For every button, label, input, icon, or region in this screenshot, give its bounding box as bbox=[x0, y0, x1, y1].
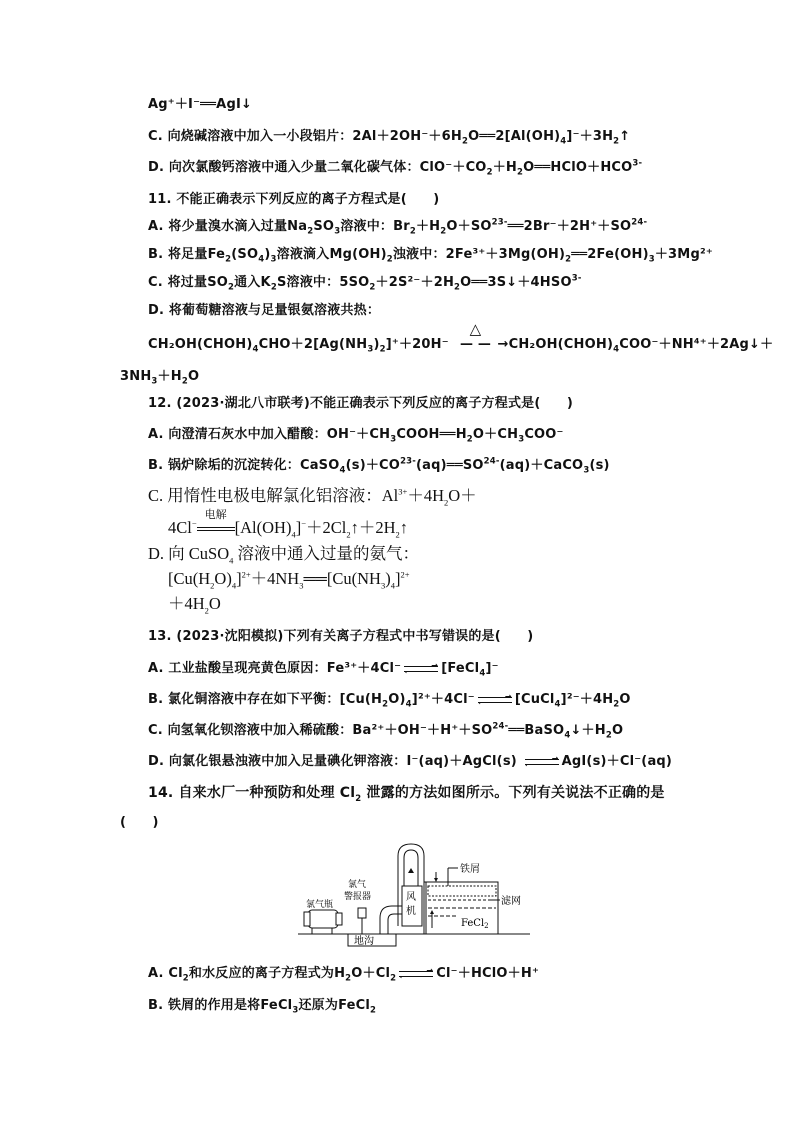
question-11-option-d-equation: $CH_2OH(CHOH)_4CHO+2[Ag(NH_3)_2]^++20H^-$ △ — — $\to CH_2OH(CHOH)_4COO^-+NH^{4+}+2Ag↓+$ bbox=[148, 320, 774, 355]
chlorine-leak-apparatus-diagram bbox=[298, 838, 530, 954]
reversible-arrow-icon: ⇀ ↽ bbox=[477, 691, 512, 707]
question-14-stem-cont: ( ) bbox=[120, 815, 159, 830]
label-trench: 地沟 bbox=[354, 936, 374, 947]
reversible-arrow-icon: ⇀ ↽ bbox=[524, 753, 559, 769]
question-12-option-b: B. 锅炉除垢的沉淀转化：$CaSO_4(s)+CO^{23-}(aq)══SO^{24-}(aq)+CaCO_3(s)$ bbox=[148, 456, 610, 476]
question-11-option-c: C. 将过量$SO_2$通入$K_2S$溶液中：$5SO_2+2S^{2-}+2H_2O══3S↓+4HSO^{3-}$ bbox=[148, 273, 582, 293]
option-c: C. 向烧碱溶液中加入一小段铝片：$2Al+2OH^-+6H_2O══2[Al(OH)_4]^-+3H_2↑$ bbox=[148, 129, 631, 147]
question-11-option-b: B. 将足量$Fe_2(SO_4)_3$溶液滴入$Mg(OH)_2$浊液中：$2Fe^{3+}+3Mg(OH)_2══2Fe(OH)_3+3Mg^{2+}$ bbox=[148, 247, 713, 265]
question-12-option-c-line1: C. 用惰性电极电解氯化铝溶液：$Al^{3+}+4H_2O+$ bbox=[148, 486, 477, 508]
chlorine-cylinder-icon bbox=[304, 910, 342, 934]
question-11-option-a: A. 将少量溴水滴入过量$Na_2SO_3$溶液中：$Br_2+H_2O+SO^{23-}══2Br^-+2H^++SO^{24-}$ bbox=[148, 217, 648, 237]
reversible-arrow-icon: ⇀ ↽ bbox=[404, 660, 439, 676]
question-13-option-a: A. 工业盐酸呈现亮黄色原因：Fe³⁺＋4Cl⁻ ⇀ ↽ [FeCl$_4$]⁻ bbox=[148, 660, 499, 679]
question-13-stem: 13. (2023·沈阳模拟)下列有关离子方程式中书写错误的是( ) bbox=[148, 629, 534, 644]
question-12-option-d-line2: $[Cu(H_2O)_4]^{2+}+4NH_3══[Cu(NH_3)_4]^{2+}$ bbox=[168, 569, 410, 591]
electrolysis-condition: 电解 bbox=[197, 518, 235, 538]
question-13-option-d: D. 向氯化银悬浊液中加入足量碘化钾溶液：I⁻(aq)＋AgCl(s) ⇀ ↽ AgI(s)＋Cl⁻(aq) bbox=[148, 753, 673, 769]
question-14-option-b: B. 铁屑的作用是将FeCl$_3$还原为FeCl$_2$ bbox=[148, 998, 377, 1016]
label-fecl2: FeCl$_2$ bbox=[461, 918, 489, 930]
chlorine-alarm-icon bbox=[358, 908, 366, 934]
question-13-option-b: B. 氯化铜溶液中存在如下平衡：$[Cu(H_2O)_4]^{2+}+4Cl^-$ ⇀ ↽ $[CuCl_4]^{2-}+4H_2O$ bbox=[148, 691, 631, 710]
question-14-option-a: A. $Cl_2$和水反应的离子方程式为$H_2O+Cl_2$ ⇀ ↽ Cl⁻＋HClO＋H⁺ bbox=[148, 965, 540, 984]
label-chlorine-cylinder: 氯气瓶 bbox=[306, 900, 334, 910]
question-11-option-d: D. 将葡萄糖溶液与足量银氨溶液共热： bbox=[148, 303, 381, 318]
label-alarm-1: 氯气 bbox=[348, 880, 367, 890]
equation-line: Ag⁺＋I⁻══AgI↓ bbox=[148, 97, 253, 112]
label-fan-1: 风 bbox=[406, 892, 416, 903]
label-filter-net: 滤网 bbox=[501, 896, 521, 907]
label-iron-filings: 铁屑 bbox=[460, 864, 480, 875]
question-12-option-d-line3: $+4H_2O$ bbox=[168, 594, 221, 616]
iron-filings-layer bbox=[428, 886, 496, 896]
question-12-stem: 12. (2023·湖北八市联考)不能正确表示下列反应的离子方程式是( ) bbox=[148, 396, 574, 411]
question-14-stem: 14. 自来水厂一种预防和处理 $Cl_2$ 泄露的方法如图所示。下列有关说法不正确的是 bbox=[148, 785, 665, 804]
reversible-arrow-icon: ⇀ ↽ bbox=[399, 965, 434, 981]
question-12-option-a: A. 向澄清石灰水中加入醋酸：$OH^-+CH_3COOH══H_2O+CH_3COO^-$ bbox=[148, 427, 564, 445]
label-fan-2: 机 bbox=[406, 906, 416, 917]
question-12-option-d-line1: D. 向 CuSO$_4$ 溶液中通入过量的氨气： bbox=[148, 544, 420, 566]
option-d: D. 向次氯酸钙溶液中通入少量二氧化碳气体：$ClO^-+CO_2+H_2O══HClO+HCO^{3-}$ bbox=[148, 158, 643, 178]
label-alarm-2: 警报器 bbox=[344, 892, 372, 902]
heat-delta-icon: △ — — bbox=[459, 320, 492, 352]
question-11-stem: 11. 不能正确表示下列反应的离子方程式是( ) bbox=[148, 192, 440, 207]
question-13-option-c: C. 向氢氧化钡溶液中加入稀硫酸：$Ba^{2+}+OH^-+H^++SO^{24-}══BaSO_4↓+H_2O$ bbox=[148, 721, 624, 741]
question-11-option-d-equation-cont: $3NH_3+H_2O$ bbox=[120, 369, 200, 387]
question-12-option-c-line2: 4Cl− 电解 $[Al(OH)_4]^-+2Cl_2↑+2H_2↑$ bbox=[168, 509, 409, 540]
